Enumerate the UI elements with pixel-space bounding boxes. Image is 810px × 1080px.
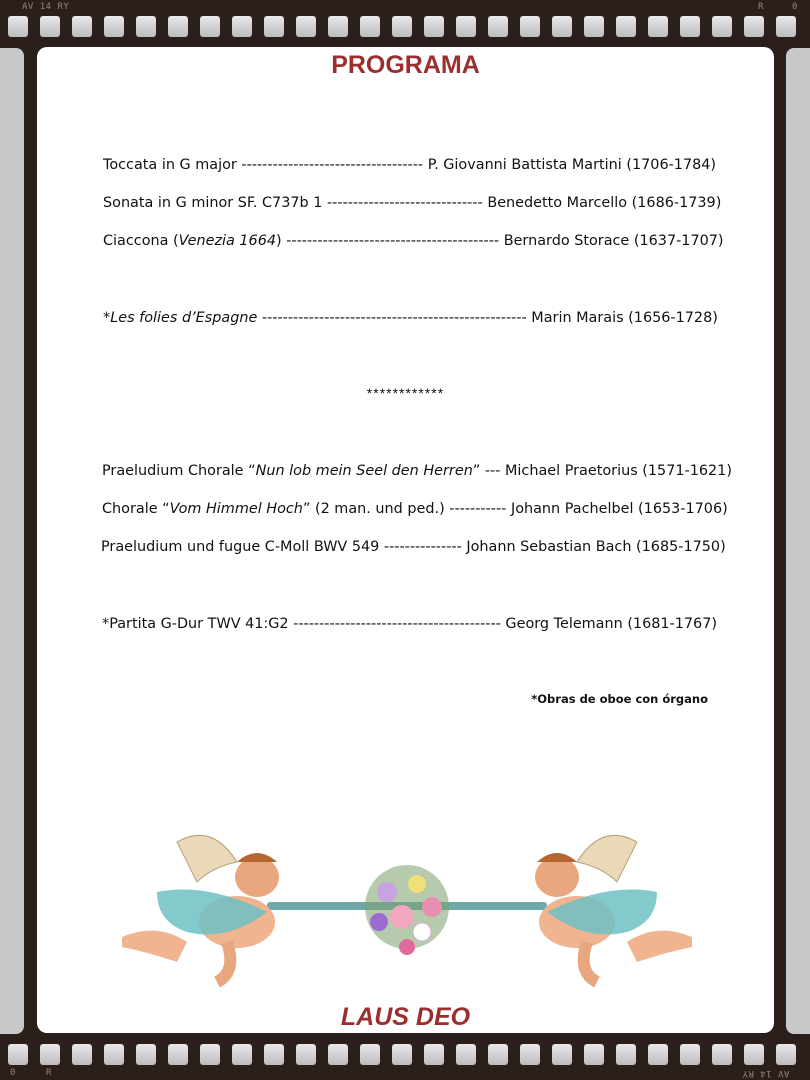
item-text: * (103, 310, 111, 326)
closing-inscription: LAUS DEO (340, 1003, 471, 1031)
sprocket-hole (744, 16, 764, 37)
film-edge-code: AV 14 RY (22, 2, 70, 12)
sprocket-hole (456, 1044, 476, 1065)
sprocket-hole (616, 16, 636, 37)
film-edge-mark: 0 (792, 2, 798, 12)
sprocket-hole (744, 1044, 764, 1065)
sprocket-hole (8, 1044, 28, 1065)
footnote: *Obras de oboe con órgano (531, 692, 708, 706)
sprocket-hole (40, 1044, 60, 1065)
sprocket-hole (136, 1044, 156, 1065)
item-text: Praeludium Chorale “ (102, 463, 256, 479)
program-item (103, 195, 722, 211)
sprocket-row-bottom (0, 1040, 810, 1070)
sprocket-hole (392, 16, 412, 37)
item-italic-text: Les folies d’Espagne (110, 310, 258, 326)
item-text: Toccata in G major ----------------------------------- P. Giovanni Battista Martini (1706-1784) (103, 157, 717, 173)
sprocket-hole (776, 16, 796, 37)
sprocket-hole (776, 1044, 796, 1065)
right-cherub-illustration (535, 835, 692, 982)
sprocket-hole (424, 16, 444, 37)
item-text: Praeludium und fugue C-Moll BWV 549 --------------- Johann Sebastian Bach (1685-1750) (101, 539, 726, 555)
film-edge-mark: R (758, 2, 764, 12)
sprocket-hole (424, 1044, 444, 1065)
sprocket-hole (264, 1044, 284, 1065)
sprocket-hole (40, 16, 60, 37)
sprocket-hole (200, 1044, 220, 1065)
item-italic-text: Venezia 1664 (178, 233, 277, 249)
film-edge-mark: R (46, 1068, 52, 1078)
sprocket-hole (296, 1044, 316, 1065)
item-text: ” (2 man. und ped.) ----------- Johann Pachelbel (1653-1706) (302, 501, 728, 517)
sprocket-hole (616, 1044, 636, 1065)
item-text: --------------------------------------------------- Marin Marais (1656-1728) (257, 310, 718, 326)
program-item (102, 616, 717, 632)
sprocket-hole (328, 16, 348, 37)
item-italic-text: Vom Himmel Hoch (169, 501, 303, 517)
sprocket-hole (200, 16, 220, 37)
cherubs-bouquet-ornament (117, 822, 697, 992)
sprocket-hole (584, 16, 604, 37)
sprocket-hole (232, 16, 252, 37)
sprocket-hole (392, 1044, 412, 1065)
sprocket-hole (72, 16, 92, 37)
sprocket-row-top (0, 12, 810, 42)
page-title: PROGRAMA (331, 51, 480, 79)
sprocket-hole (360, 16, 380, 37)
sprocket-hole (552, 1044, 572, 1065)
sprocket-hole (104, 16, 124, 37)
sprocket-hole (296, 16, 316, 37)
sprocket-hole (680, 16, 700, 37)
item-text: Chorale “ (102, 501, 170, 517)
film-edge-mark: 0 (10, 1068, 16, 1078)
sprocket-hole (584, 1044, 604, 1065)
section-separator: ************ (366, 385, 445, 401)
program-item (103, 157, 717, 173)
flower-bouquet-illustration (365, 865, 449, 955)
program-item (102, 463, 732, 479)
sprocket-hole (488, 16, 508, 37)
sprocket-hole (72, 1044, 92, 1065)
item-text: Sonata in G minor SF. C737b 1 ------------------------------ Benedetto Marcello (1686-1739) (103, 195, 722, 211)
sprocket-hole (648, 16, 668, 37)
sprocket-hole (488, 1044, 508, 1065)
sprocket-hole (648, 1044, 668, 1065)
sprocket-hole (168, 16, 188, 37)
sprocket-hole (8, 16, 28, 37)
item-text: Ciaccona ( (103, 233, 179, 249)
program-item (102, 501, 728, 517)
sprocket-hole (712, 16, 732, 37)
sprocket-hole (680, 1044, 700, 1065)
sprocket-hole (552, 16, 572, 37)
program-item (101, 539, 726, 555)
sprocket-hole (520, 1044, 540, 1065)
sprocket-hole (232, 1044, 252, 1065)
program-page (37, 47, 774, 1033)
item-text: *Partita G-Dur TWV 41:G2 ---------------------------------------- Georg Telemann (1681-1767) (102, 616, 717, 632)
film-side-left (0, 48, 24, 1034)
sprocket-hole (520, 16, 540, 37)
program-item (103, 233, 724, 249)
sprocket-hole (456, 16, 476, 37)
program-item (103, 310, 718, 326)
sprocket-hole (136, 16, 156, 37)
sprocket-hole (104, 1044, 124, 1065)
film-side-right (786, 48, 810, 1034)
sprocket-hole (168, 1044, 188, 1065)
film-edge-code: AV 14 RY (742, 1068, 790, 1078)
sprocket-hole (712, 1044, 732, 1065)
sprocket-hole (328, 1044, 348, 1065)
sprocket-hole (360, 1044, 380, 1065)
item-italic-text: Nun lob mein Seel den Herren (255, 463, 473, 479)
item-text: ) ----------------------------------------- Bernardo Storace (1637-1707) (276, 233, 724, 249)
left-cherub-illustration (122, 835, 279, 982)
item-text: ” --- Michael Praetorius (1571-1621) (472, 463, 732, 479)
sprocket-hole (264, 16, 284, 37)
